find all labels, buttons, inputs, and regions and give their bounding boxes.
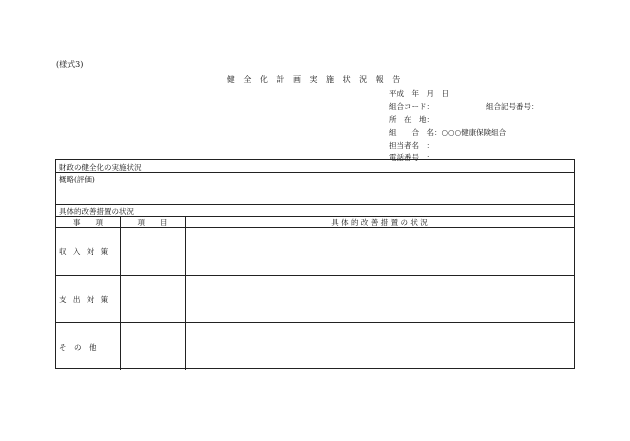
column-header-matter: 事 項 [73,218,103,227]
union-name-value: ○○○健康保険組合 [441,128,507,137]
divider [56,322,574,323]
overview-label: 概略(評価) [59,175,95,184]
divider [56,275,574,276]
date-field: 平成 年 月 日 [389,89,449,98]
address-label: 所 在 地： [389,115,434,124]
document-title: 健 全 化 計 画 実 施 状 況 報 告 [226,75,404,84]
phone-label: 電話番号 ： [389,153,434,162]
union-symbol-label: 組合記号番号： [486,102,539,111]
union-name-field [389,127,506,138]
row-label-other: そ の 他 [59,343,97,352]
column-divider [185,216,186,370]
report-table [55,159,575,369]
section-finance-heading: 財政の健全化の実施状況 [59,163,142,172]
column-header-status: 具 体 的 改 善 措 置 の 状 況 [331,218,428,227]
section-measures-heading: 具体的改善措置の状況 [59,207,134,216]
divider [56,204,574,205]
column-header-item: 項 目 [137,218,168,227]
column-divider [120,216,121,370]
row-label-income: 収 入 対 策 [59,247,111,256]
person-label: 担当者名 ： [389,141,434,150]
union-name-label: 組 合 名： [389,128,442,137]
row-label-expense: 支 出 対 策 [59,295,111,304]
union-code-label: 組合コード： [389,102,434,111]
form-number: (様式3) [56,60,84,69]
